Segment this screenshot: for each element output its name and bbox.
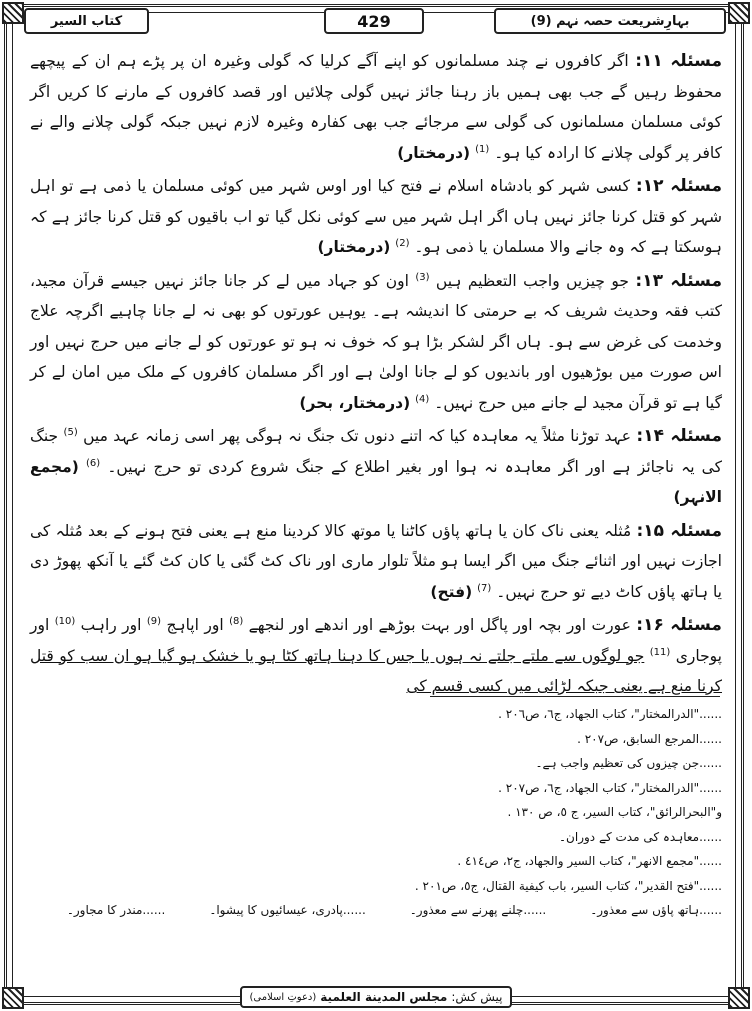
footnote-11: ......مندر کا مجاور۔ [66, 903, 166, 917]
reference: (درمختار، بحر) [299, 393, 411, 412]
footnote-divider [430, 696, 720, 697]
footnote-4: ......"الدرالمختار"، کتاب الجهاد، ج٦، ص٢٠٧ . [498, 780, 722, 795]
footnote-marker[interactable]: (4) [415, 393, 430, 405]
footnote-marker[interactable]: (7) [477, 582, 492, 594]
book-title: بہارِشریعت حصہ نہم (9) [494, 8, 726, 34]
footnote-marker[interactable]: (1) [475, 143, 490, 155]
footnote-8: ......ہاتھ پاؤں سے معذور۔ [590, 903, 722, 917]
masala-text: اور پوجاری [30, 616, 722, 665]
masala-label: مسئلہ ۱۴: [636, 426, 723, 446]
masala-text: جو چیزیں واجب التعظیم ہیں [435, 271, 629, 290]
corner-ornament [2, 987, 24, 1009]
reference: (مجمع الانہر) [30, 457, 722, 506]
footer-prefix: پیش کش: [451, 990, 503, 1004]
masala-text: عہد توڑنا مثلاً یہ معاہدہ کیا کہ اتنے دنوں تک جنگ نہ ہوگی پھر اسی زمانہ عہد میں [83, 427, 631, 445]
reference: (فتح) [430, 582, 473, 601]
footnotes [30, 702, 722, 922]
masala-label: مسئلہ ۱۵: [636, 520, 722, 541]
masala-text: مُثلہ یعنی ناک کان یا ہاتھ پاؤں کاٹنا یا موتھ کالا کردینا منع ہے یعنی فتح ہونے کے بعد مُثلہ کی اجازت نہیں اور اثنائے جنگ میں اگر ایسا ہو مثلاً تلوار ماری اور ناک کٹ گئی یا کان کٹ گئے یا آنکھ پھوڑ دی یا ہاتھ پاؤں کاٹ دیے تو حرج نہیں۔ [30, 521, 722, 601]
footnote-3: ......جن چیزوں کی تعظیم واجب ہے۔ [535, 756, 722, 770]
masala-text: عورت اور بچہ اور پاگل اور بہت بوڑھے اور اندھے اور لنجھے [248, 616, 631, 634]
main-text [30, 46, 722, 705]
masala-label: مسئلہ ۱۶: [636, 615, 722, 635]
corner-ornament [2, 2, 24, 24]
footnote-marker[interactable]: (6) [86, 457, 101, 469]
footnote-row-8-11 [30, 898, 722, 922]
footnote-marker[interactable]: (11) [649, 646, 671, 658]
masala-16 [30, 610, 722, 702]
footnote-7: ......"فتح القدير"، کتاب السير، باب كيفية القتال، ج٥، ص٢٠١ . [414, 878, 722, 893]
page-footer [240, 986, 512, 1008]
masala-text: کسی شہر کو بادشاہ اسلام نے فتح کیا اور اوس شہر میں کوئی مسلمان یا ذمی ہے تو اہل شہر کو قتل کرنا جائز نہیں ہاں اگر اہل شہر میں سے کوئی نکل گیا تو اب باقیوں کو قتل کرنا جائز ہے کہ ہوسکتا ہے کہ وہ جانے والا مسلمان یا ذمی ہو۔ [30, 177, 722, 256]
footnote-1: ......"الدرالمختار"، کتاب الجهاد، ج٦، ص٢٠٦ . [498, 707, 722, 721]
page-header [24, 8, 726, 36]
corner-ornament [728, 987, 750, 1009]
masala-11 [30, 46, 722, 168]
footnote-marker[interactable]: (3) [415, 271, 430, 283]
masala-text: اون کو جہاد میں لے کر جانا جائز نہیں جیسے قرآن مجید، کتب فقہ وحدیث شریف کہ بے حرمتی کا اندیشہ ہے۔ یوہیں عورتوں کو بھی نہ لے جانا چاہیے اگرچہ علاج وخدمت کی غرض سے ہو۔ ہاں اگر لشکر بڑا ہو کہ خوف نہ ہو تو عورتوں کو لے جانے میں حرج نہیں اور اس صورت میں بوڑھیوں اور باندیوں کو لے جانا اولیٰ ہے اور اگر مسلمان کافروں کے ملک میں امان لے کر گیا ہے تو قرآن مجید لے جانے میں حرج نہیں۔ [30, 271, 722, 412]
footnote-6: ......"مجمع الانهر"، کتاب السير والجهاد، ج٢، ص٤١٤ . [457, 854, 722, 868]
footnote-marker[interactable]: (9) [146, 615, 162, 627]
masala-label: مسئلہ ۱۲: [635, 176, 722, 196]
masala-label: مسئلہ ۱۳: [635, 270, 722, 291]
footnote-10: ......پادری، عیسائیوں کا پیشوا۔ [209, 903, 366, 917]
reference: (درمختار) [397, 143, 471, 162]
reference: (درمختار) [317, 238, 391, 256]
masala-text: جو لوگوں سے ملتے جلتے نہ ہوں یا جس کا دہنا ہاتھ کٹا ہو یا خشک ہو گیا ہو ان سب کو قتل کرنا منع ہے یعنی جبکہ لڑائی میں کسی قسم کی [30, 646, 722, 695]
footnote-marker[interactable]: (8) [229, 615, 244, 627]
masala-label: مسئلہ ۱۱: [635, 51, 722, 71]
masala-14 [30, 421, 722, 513]
masala-text: جنگ کی یہ ناجائز ہے اور اگر معاہدہ نہ ہوا اور بغیر اطلاع کے جنگ شروع کردی تو حرج نہیں۔ [30, 427, 722, 476]
footnote-marker[interactable]: (5) [63, 426, 78, 438]
masala-13 [30, 266, 722, 419]
footnote-2: ......المرجع السابق، ص٢٠٧ . [577, 731, 722, 746]
masala-text: اور راہب [80, 616, 142, 634]
chapter-title: کتاب السیر [24, 8, 149, 34]
footnote-5: ......معاہدہ کی مدت کے دوران۔ [559, 829, 722, 844]
masala-12 [30, 171, 722, 263]
footnote-marker[interactable]: (10) [54, 615, 76, 627]
publisher-name: مجلس المدينة العلمية [320, 990, 448, 1004]
masala-text: اگر کافروں نے چند مسلمانوں کو اپنے آگے کرلیا کہ گولی وغیرہ ان پر پڑے ہم ان کے پیچھے محفوظ رہیں گے جب بھی ہمیں باز رہنا جائز نہیں گولی چلائیں اور قصد کافروں کے مارنے کا کریں اگر کوئی مسلمان مسلمانوں کی گولی سے مرجائے جب بھی کفارہ وغیرہ لازم نہیں جبکہ گولی چلانے والے نے کافر پر گولی چلانے کا ارادہ کیا ہو۔ [30, 52, 722, 162]
footnote-4b: و"البحرالرائق"، کتاب السير، ج ٥، ص ١٣٠ . [507, 805, 722, 819]
masala-15 [30, 516, 722, 608]
masala-text: اور اپاہج [166, 616, 224, 634]
publisher-sub: (دعوتِ اسلامی) [249, 991, 317, 1003]
corner-ornament [728, 2, 750, 24]
footnote-9: ......چلنے پھرنے سے معذور۔ [409, 903, 547, 917]
page-number: 429 [324, 8, 424, 34]
footnote-marker[interactable]: (2) [395, 237, 410, 249]
